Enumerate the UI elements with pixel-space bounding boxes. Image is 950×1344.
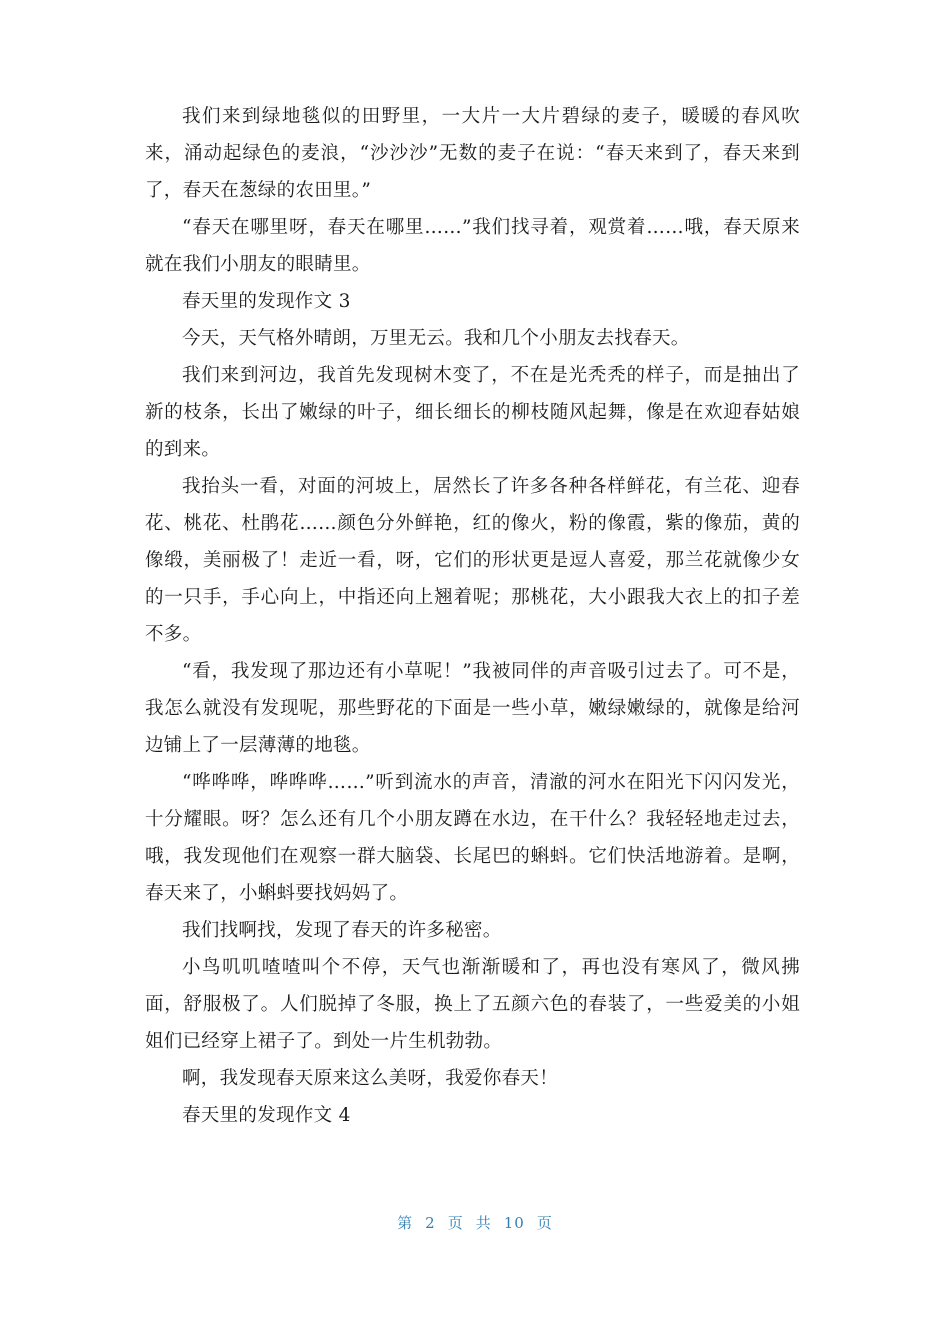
page-footer — [0, 1212, 950, 1233]
document-body — [145, 98, 800, 1134]
paragraph: 啊，我发现春天原来这么美呀，我爱你春天！ — [182, 1068, 559, 1089]
paragraph: 我们来到河边，我首先发现树木变了，不在是光秃秃的样子，而是抽出了新的枝条，长出了嫩绿的叶子，细长细长的柳枝随风起舞，像是在欢迎春姑娘的到来。 — [145, 365, 800, 460]
footer-page-number: 2 — [425, 1214, 436, 1232]
paragraph: 我们找啊找，发现了春天的许多秘密。 — [182, 920, 502, 941]
paragraph: 今天，天气格外晴朗，万里无云。我和几个小朋友去找春天。 — [182, 328, 690, 349]
footer-ye2: 页 — [536, 1214, 553, 1232]
footer-total-pages: 10 — [503, 1214, 525, 1232]
section-heading: 春天里的发现作文 4 — [182, 1105, 351, 1126]
footer-ye: 页 — [447, 1214, 464, 1232]
paragraph: 我抬头一看，对面的河坡上，居然长了许多各种各样鲜花，有兰花、迎春花、桃花、杜鹃花……颜色分外鲜艳，红的像火，粉的像霞，紫的像茄，黄的像缎，美丽极了！走近一看，呀，它们的形状更是逗人喜爱，那兰花就像少女的一只手，手心向上，中指还向上翘着呢；那桃花，大小跟我大衣上的扣子差不多。 — [145, 476, 800, 645]
section-heading: 春天里的发现作文 3 — [182, 291, 351, 312]
paragraph: “看，我发现了那边还有小草呢！”我被同伴的声音吸引过去了。可不是，我怎么就没有发现呢，那些野花的下面是一些小草，嫩绿嫩绿的，就像是给河边铺上了一层薄薄的地毯。 — [145, 661, 800, 756]
paragraph: “哗哗哗，哗哗哗……”听到流水的声音，清澈的河水在阳光下闪闪发光，十分耀眼。呀？怎么还有几个小朋友蹲在水边，在干什么？我轻轻地走过去，哦，我发现他们在观察一群大脑袋、长尾巴的蝌蚪。它们快活地游着。是啊，春天来了，小蝌蚪要找妈妈了。 — [145, 772, 800, 904]
footer-di: 第 — [397, 1214, 414, 1232]
paragraph: 小鸟叽叽喳喳叫个不停，天气也渐渐暖和了，再也没有寒风了，微风拂面，舒服极了。人们脱掉了冬服，换上了五颜六色的春装了，一些爱美的小姐姐们已经穿上裙子了。到处一片生机勃勃。 — [145, 957, 800, 1052]
footer-gong: 共 — [475, 1214, 492, 1232]
paragraph: “春天在哪里呀，春天在哪里……”我们找寻着，观赏着……哦，春天原来就在我们小朋友的眼睛里。 — [145, 217, 800, 275]
paragraph: 我们来到绿地毯似的田野里，一大片一大片碧绿的麦子，暖暖的春风吹来，涌动起绿色的麦浪，“沙沙沙”无数的麦子在说：“春天来到了，春天来到了，春天在葱绿的农田里。” — [145, 106, 800, 201]
